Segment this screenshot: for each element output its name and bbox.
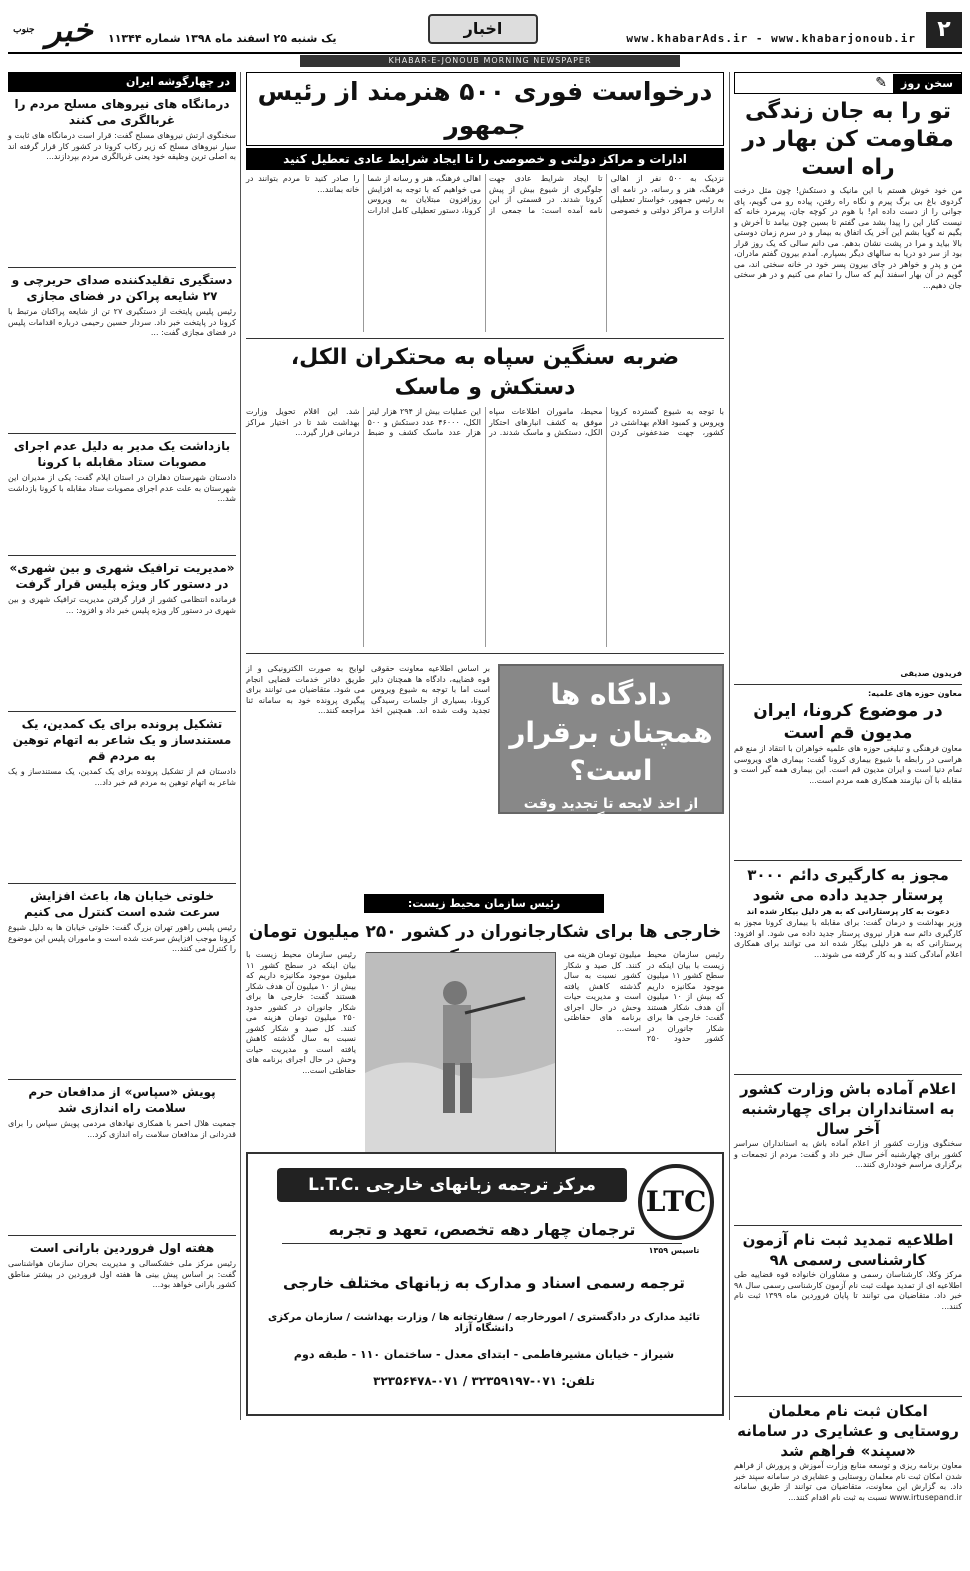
article-body: دادستان قم از تشکیل پرونده برای یک کمدین، یک مستندساز و یک شاعر به اتهام توهین به مردم قم خبر داد... <box>8 767 236 787</box>
left-column <box>8 72 236 1420</box>
article-title: تشکیل پرونده برای یک کمدین، یک مستندساز و یک شاعر به اتهام توهین به مردم قم <box>12 717 232 763</box>
article-title: مجوز به کارگیری دائم ۳۰۰۰ پرستار جدید داده می شود <box>747 866 949 904</box>
court-body: بر اساس اطلاعیه معاونت حقوقی قوه قضاییه، دادگاه ها همچنان دایر است اما با توجه به شیوع ویروس کرونا، بسیاری از جلسات رسیدگی تجدید وقت شده اند. همچنین اخذ لوایح به صورت الکترونیکی و از طریق دفاتر خدمات قضایی انجام می شود. متقاضیان می توانند برای پیگیری پرونده خود به سامانه ثنا مراجعه کنند... <box>246 664 490 715</box>
headline-ircg: ضربه سنگین سپاه به محتکران الکل، دستکش و ماسک <box>290 345 680 400</box>
masthead <box>8 8 962 54</box>
column-rule <box>729 72 730 1420</box>
editorial-author: فریدون صدیقی <box>900 669 962 678</box>
divider <box>246 653 724 654</box>
divider <box>734 860 962 861</box>
website-urls: www.khabarAds.ir - www.khabarjonoub.ir <box>626 32 916 45</box>
ad-slogan: ترجمان چهار دهه تخصص، تعهد و تجربه <box>282 1220 682 1244</box>
ad-founded: تاسیس ۱۳۵۹ <box>648 1246 700 1255</box>
article-body: دادستان شهرستان دهلران در استان ایلام گفت: یکی از مدیران این شهرستان به علت عدم اجرای مصوبات ستاد مقابله با کرونا بازداشت شد... <box>8 473 236 503</box>
lead-body: نزدیک به ۵۰۰ نفر از اهالی فرهنگ، هنر و رسانه، در نامه ای به رئیس جمهور، خواستار تعطیلی ادارات و مراکز دولتی و خصوصی تا ایجاد شرایط عادی جهت جلوگیری از شیوع بیش از پیش کرونا شدند. در قسمتی از این نامه آمده است: ما جمعی از اهالی فرهنگ، هنر و رسانه از شما می خواهیم که با توجه به افزایش روزافزون مبتلایان به ویروس کرونا، دستور تعطیلی کامل ادارات را صادر کنید تا مردم بتوانند در خانه بمانند... <box>246 174 724 215</box>
article-title: اعلام آماده باش وزارت کشور به استانداران برای چهارشنبه آخر سال <box>739 1080 957 1138</box>
ad-phone: تلفن: ۰۷۱-۳۲۳۵۹۱۹۷ / ۰۷۱-۳۲۳۵۶۴۷۸ <box>373 1374 595 1388</box>
divider <box>734 684 962 685</box>
article-body: وزیر بهداشت و درمان گفت: برای مقابله با بیماری کرونا مجوز به کارگیری دائم سه هزار نیروی پرستار جدید داده می شود. او افزود: پرستارانی که به هر دلیلی بیکار شده اند می توانند برای همکاری اعلام آمادگی کنند و به کار گرفته می شوند... <box>734 918 962 959</box>
logo-text: خبر <box>45 11 93 49</box>
court-section <box>246 658 724 894</box>
court-headline-box <box>498 664 724 828</box>
article-body: رئیس پلیس پایتخت از دستگیری ۲۷ تن از شایعه پراکنان مرتبط با کرونا در پایتخت خبر داد. سردار حسین رحیمی درباره اقدامات پلیس در فضای مجازی گفت: ... <box>8 307 236 337</box>
page-number: ۲ <box>926 12 962 48</box>
article-title: دستگیری تقلیدکننده صدای حریرچی و ۲۷ شایعه پراکن در فضای مجازی <box>11 273 233 303</box>
ad-service: ترجمه رسمی اسناد و مدارک به زبانهای مختلف خارجی <box>283 1274 685 1292</box>
article-body: رئیس پلیس راهور تهران بزرگ گفت: خلوتی خیابان ها به دلیل شیوع کرونا موجب افزایش سرعت شده است و ماموران پلیس این موضوع را کنترل می کنند... <box>8 923 236 953</box>
divider <box>734 1074 962 1075</box>
ircg-body: با توجه به شیوع گسترده کرونا ویروس و کمبود اقلام بهداشتی در کشور، جهت ضدعفونی کردن محیط، ماموران اطلاعات سپاه موفق به کشف انبارهای احتکار الکل، دستکش و ماسک شدند. در این عملیات بیش از ۲۹۴ هزار لیتر الکل، ۴۶۰۰۰ عدد دستکش و ۵۰۰ هزار عدد ماسک کشف و ضبط شد. این اقلام تحویل وزارت بهداشت شد تا در اختیار مراکز درمانی قرار گیرد... <box>246 407 724 437</box>
ltc-logo: LTC <box>638 1164 714 1240</box>
hunter-photo <box>366 952 556 1152</box>
article-title: خلوتی خیابان ها، باعث افزایش سرعت شده است کنترل می کنیم <box>24 889 220 919</box>
editorial-title: تو را به جان زندگی مقاومت کن بهار در راه است <box>742 99 954 180</box>
ad-title: مرکز ترجمه زبانهای خارجی .L.T.C <box>277 1168 627 1202</box>
article-title: در موضوع کرونا، ایران مدیون قم است <box>753 701 943 743</box>
column-rule <box>240 72 241 1420</box>
column-banner <box>734 72 962 94</box>
translation-ad[interactable] <box>246 1152 724 1416</box>
ad-approvals: تائید مدارک در دادگستری / امورخارجه / سفارتخانه ها / وزارت بهداشت / سازمان مرکزی دانشگاه آزاد <box>268 1312 700 1334</box>
divider <box>8 555 236 556</box>
article-body: سخنگوی وزارت کشور از اعلام آماده باش به استانداران سراسر کشور برای چهارشنبه آخر سال خبر داد و گفت: مردم از تجمعات و برگزاری مراسم خودداری کنند... <box>734 1139 962 1169</box>
lead-headline: درخواست فوری ۵۰۰ هنرمند از رئیس جمهور <box>246 72 724 146</box>
masthead-subtitle: KHABAR-E-JONOUB MORNING NEWSPAPER <box>300 55 680 67</box>
right-column <box>734 72 962 1502</box>
divider <box>734 1225 962 1226</box>
env-kicker: رئیس سازمان محیط زیست: <box>364 894 604 913</box>
divider <box>8 1079 236 1080</box>
article-title: امکان ثبت نام معلمان روستایی و عشایری در سامانه «سپند» فراهم شد <box>737 1402 959 1460</box>
article-body: معاون برنامه ریزی و توسعه منابع وزارت آموزش و پرورش از فراهم شدن امکان ثبت نام معلمان روستایی و عشایری در سامانه سپند خبر داد. به گزارش این معاونت، متقاضیان می توانند از طریق سامانه www.irtusepand.ir نسبت به ثبت نام اقدام کنند... <box>734 1461 962 1502</box>
court-subtitle: از اخذ لایحه تا تجدید وقت رسیدگی <box>523 796 699 828</box>
lead-subheadline: ادارات و مراکز دولتی و خصوصی را تا ایجاد شرایط عادی تعطیل کنید <box>246 148 724 170</box>
divider <box>734 1396 962 1397</box>
env-headline: خارجی ها برای شکارجانوران در کشور ۲۵۰ میلیون تومان <box>248 922 722 942</box>
newspaper-logo <box>8 8 98 52</box>
article-title: بازداشت یک مدیر به دلیل عدم اجرای مصوبات ستاد مقابله با کرونا <box>13 439 231 469</box>
divider <box>8 267 236 268</box>
env-body-left: رئیس سازمان محیط زیست با بیان اینکه در سطح کشور ۱۱ میلیون موجود مکانیزه داریم که بیش از ۱۰ میلیون آن هدف شکار هستند گفت: خارجی ها برای شکار جانوران در کشور حدود ۲۵۰ میلیون تومان هزینه می کنند. کل صید و شکار کشور نسبت به سال گذشته کاهش یافته است و مدیریت حیات وحش در حال اجرای برنامه های حفاظتی است... <box>246 950 356 1075</box>
hunter-illustration <box>365 953 555 1153</box>
article-body: فرمانده انتظامی کشور از قرار گرفتن مدیریت ترافیک شهری و بین شهری در دستور کار ویژه پلیس خبر داد و افزود: ... <box>8 595 236 615</box>
ad-address: شیراز - خیابان مشیرفاطمی - ابتدای معدل - ساختمان ۱۱۰ - طبقه دوم <box>293 1348 675 1361</box>
logo-sub: جنوب <box>13 25 35 35</box>
date-issue: یک شنبه ۲۵ اسفند ماه ۱۳۹۸ شماره ۱۱۳۴۴ <box>108 32 337 45</box>
article-body: رئیس مرکز ملی خشکسالی و مدیریت بحران سازمان هواشناسی گفت: بر اساس پیش بینی ها هفته اول فروردین در بیشتر مناطق کشور بارانی خواهد بود... <box>8 1259 236 1289</box>
divider <box>8 711 236 712</box>
environment-section <box>246 894 724 1178</box>
article-body: سخنگوی ارتش نیروهای مسلح گفت: قرار است درمانگاه های ثابت و سیار نیروهای مسلح که زیر رکاب کرونا در کشور کار قرار گرفته اند به اصلی ترین وظیفه خود یعنی غربالگری مردم بپردازند... <box>8 131 236 161</box>
article-body: جمعیت هلال احمر با همکاری نهادهای مردمی پویش سپاس را برای قدردانی از مدافعان سلامت راه اندازی کرد... <box>8 1119 236 1139</box>
article-subtitle: دعوت به کار پرستارانی که به هر دلیل بیکار شده اند <box>746 907 950 916</box>
center-column <box>246 72 724 1420</box>
column-banner: در چهارگوشه ایران <box>8 72 236 92</box>
divider <box>8 1235 236 1236</box>
court-title: دادگاه ها همچنان برقرار است؟ <box>509 678 713 787</box>
article-title: «مدیریت ترافیک شهری و بین شهری» در دستور کار ویژه پلیس قرار گرفت <box>9 561 235 591</box>
env-body: رئیس سازمان محیط زیست با بیان اینکه در سطح کشور ۱۱ میلیون موجود مکانیزه داریم که بیش از ۱۰ میلیون آن هدف شکار هستند گفت: خارجی ها برای شکار جانوران در کشور حدود ۲۵۰ میلیون تومان هزینه می کنند. کل صید و شکار کشور نسبت به سال گذشته کاهش یافته است و مدیریت حیات وحش در حال اجرای برنامه های حفاظتی است... <box>564 950 724 1043</box>
article-title: درمانگاه های نیروهای مسلح مردم را غربالگری می کنند <box>14 97 230 127</box>
article-title: هفته اول فروردین بارانی است <box>29 1241 215 1255</box>
article-body: مرکز وکلا، کارشناسان رسمی و مشاوران خانواده قوه قضاییه طی اطلاعیه ای از تمدید مهلت ثبت نام آزمون کارشناسی رسمی سال ۹۸ خبر داد. متقاضیان می توانند تا پایان فروردین ماه ۱۳۹۹ ثبت نام کنند... <box>734 1270 962 1311</box>
article-kicker: معاون حوزه های علمیه: <box>867 689 962 698</box>
divider <box>8 883 236 884</box>
divider <box>8 433 236 434</box>
editorial-body: من خود خوش هستم با این مانیک و دستکش! چون مثل درخت گردوی باغ بی برگ پیرم و نگاه راه رفتن، پیاده رو می گویم، پای جوانی را از دست داده ام! با هوم در کوچه جان، پیرمرد خانه که نیست کنار این را پیدا بشد می گفتم تا بسین چون بیامد تا آخرش و بگیم نه گویا بشم این آخر یک اتفاق به بیمار و در سرم زمان دوستی بالا بیاید و مرا در پشت نشان بدهم. می دانم سالی که یک روز قرار بود از سر دو دریا به سالهای دیگر بسپارم. آمدم بیرون گفتم مادران، من و پدر و خواهر در جای بیرون پسر خود در خانه سختی اند، می گویم در آن بهار اسفند آیم که سال را تمام می کنیم و در هر سختی جان دهیم... <box>734 186 962 290</box>
pen-icon: ✎ <box>875 75 888 91</box>
article-body: معاون فرهنگی و تبلیغی حوزه های علمیه خواهران با انتقاد از منع قم هراسی در رابطه با شیوع بیماری کرونا گفت: بیماری های ویروسی تمام دنیا است و ایران مدیون قم است. این بیماری همه گیر است و مقابله با آن نیازمند همکاری همه مردم است... <box>734 744 962 785</box>
article-title: اطلاعیه تمدید ثبت نام آزمون کارشناسی رسمی ۹۸ <box>742 1231 954 1269</box>
section-label: اخبار <box>428 14 538 44</box>
article-title: پویش «سپاس» از مدافعان حرم سلامت راه اندازی شد <box>28 1085 216 1115</box>
banner-label: سخن روز <box>893 74 961 93</box>
divider <box>246 338 724 339</box>
